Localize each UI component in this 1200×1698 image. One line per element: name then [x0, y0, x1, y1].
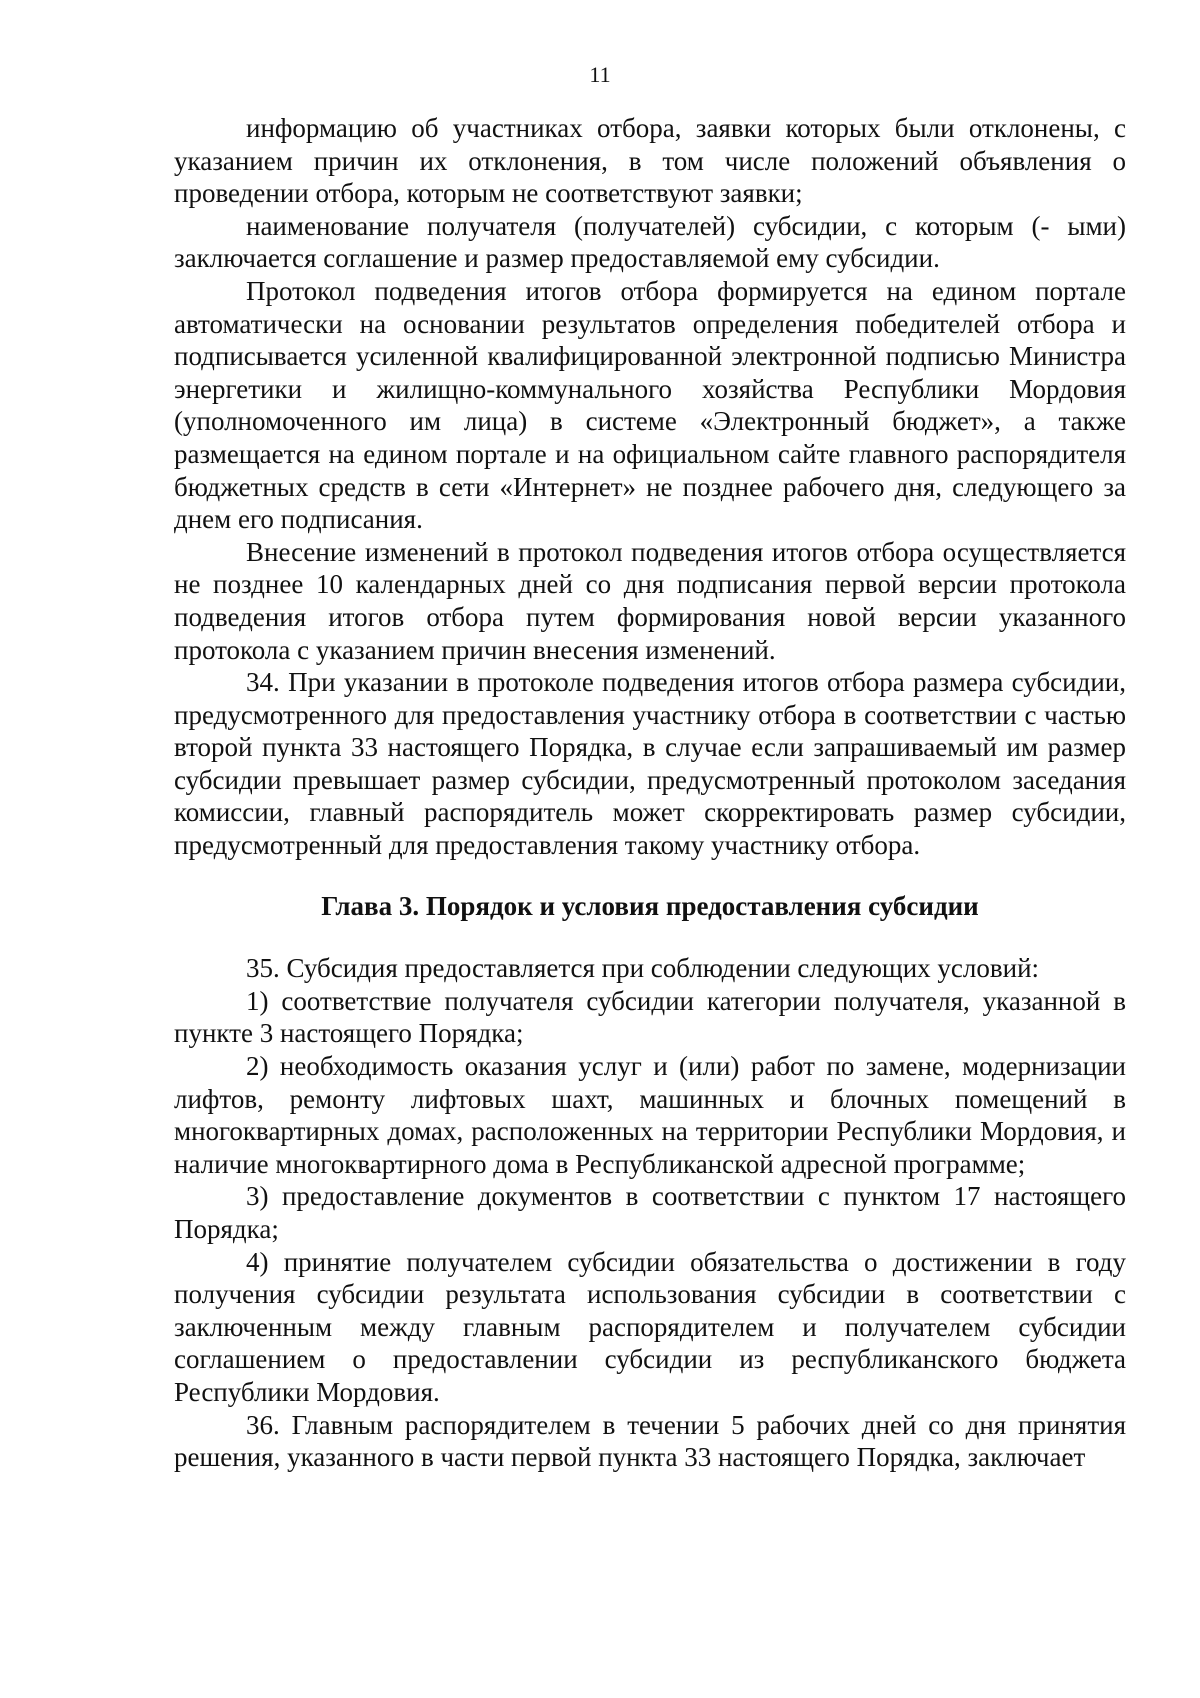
document-body: [174, 112, 1126, 1474]
chapter-heading: Глава 3. Порядок и условия предоставления субсидии: [321, 890, 979, 921]
paragraph-condition-4: 4) принятие получателем субсидии обязательства о достижении в году получения субсидии результата использования субсидии в соответствии с заключенным между главным распорядителем и получателем субсидии соглашением о предоставлении субсидии из республиканского бюджета Республики Мордовия.: [174, 1246, 1126, 1407]
paragraph-rejected-participants: информацию об участниках отбора, заявки которых были отклонены, с указанием причин их отклонения, в том числе положений объявления о проведении отбора, которым не соответствуют заявки;: [174, 113, 1126, 209]
paragraph-protocol-changes: Внесение изменений в протокол подведения итогов отбора осуществляется не позднее 10 календарных дней со дня подписания первой версии протокола подведения итогов отбора путем формирования новой версии указанного протокола с указанием причин внесения изменений.: [174, 536, 1126, 665]
paragraph-item-36: 36. Главным распорядителем в течении 5 рабочих дней со дня принятия решения, указанного в части первой пункта 33 настоящего Порядка, заключает: [174, 1409, 1126, 1473]
paragraph-item-35: 35. Субсидия предоставляется при соблюдении следующих условий:: [246, 953, 1040, 984]
paragraph-recipient-name: наименование получателя (получателей) субсидии, с которым (- ыми) заключается соглашение и размер предоставляемой ему субсидии.: [174, 210, 1126, 274]
paragraph-protocol-formation: Протокол подведения итогов отбора формируется на едином портале автоматически на основании результатов определения победителей отбора и подписывается усиленной квалифицированной электронной подписью Министра энергетики и жилищно-коммунального хозяйства Республики Мордовия (уполномоченного им лица) в системе «Электронный бюджет», а также размещается на едином портале и на официальном сайте главного распорядителя бюджетных средств в сети «Интернет» не позднее рабочего дня, следующего за днем его подписания.: [174, 275, 1126, 535]
paragraph-condition-3: 3) предоставление документов в соответствии с пунктом 17 настоящего Порядка;: [174, 1181, 1126, 1244]
paragraph-item-34: 34. При указании в протоколе подведения итогов отбора размера субсидии, предусмотренного для предоставления участнику отбора в соответствии с частью второй пункта 33 настоящего Порядка, в случае если запрашиваемый им размер субсидии превышает размер субсидии, предусмотренный протоколом заседания комиссии, главный распорядитель может скорректировать размер субсидии, предусмотренный для предоставления такому участнику отбора.: [174, 667, 1126, 861]
paragraph-condition-1: 1) соответствие получателя субсидии категории получателя, указанной в пункте 3 настоящего Порядка;: [174, 985, 1126, 1049]
page-number: 11: [589, 62, 611, 87]
paragraph-condition-2: 2) необходимость оказания услуг и (или) работ по замене, модернизации лифтов, ремонту лифтовых шахт, машинных и блочных помещений в многоквартирных домах, расположенных на территории Республики Мордовия, и наличие многоквартирного дома в Республиканской адресной программе;: [174, 1051, 1126, 1179]
